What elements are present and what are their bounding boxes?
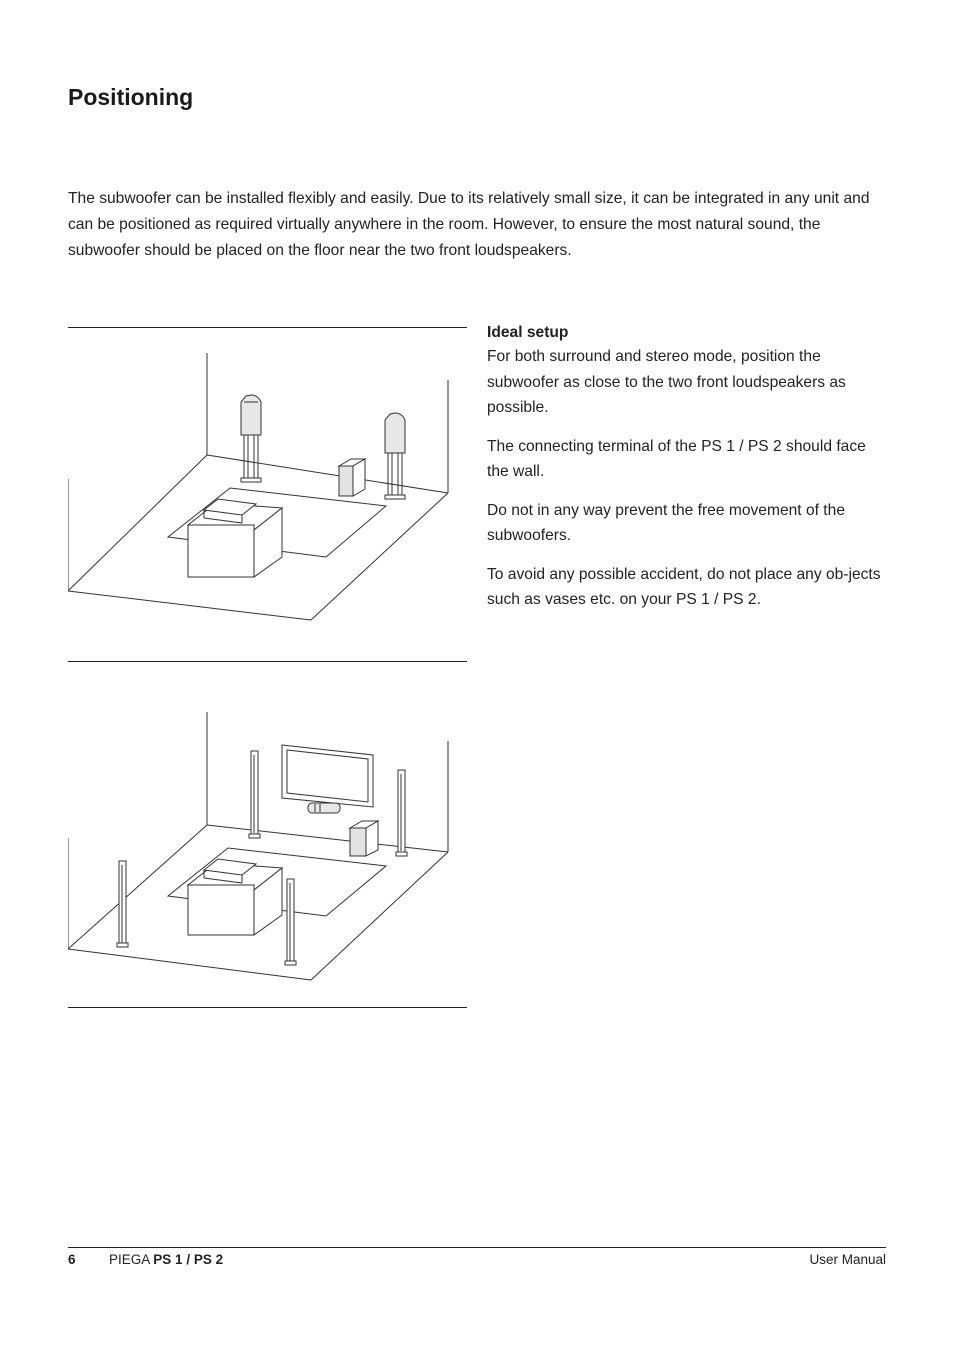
footer-brand: [109, 1252, 223, 1267]
figure-top-rule: [68, 327, 467, 328]
intro-paragraph: The subwoofer can be installed flexibly and easily. Due to its relatively small size, it can be integrated in any unit and can be positioned as required virtually anywhere in the room. However, to ensure the most natural sound, the subwoofer should be placed on the floor near the two front loudspeakers.: [68, 190, 870, 259]
paragraph-safety: To avoid any possible accident, do not place any ob-jects such as vases etc. on your PS 1 / PS 2.: [487, 565, 881, 608]
paragraph-movement: Do not in any way prevent the free movement of the subwoofers.: [487, 501, 845, 544]
model-name: PS 1 / PS 2: [153, 1252, 224, 1267]
stereo-room-illustration: [68, 340, 468, 640]
document-type: User Manual: [809, 1252, 886, 1267]
surround-room-illustration: [68, 700, 468, 990]
section-heading: Ideal setup: [487, 324, 569, 341]
page-title: Positioning: [68, 84, 194, 110]
figure-divider-rule: [68, 661, 467, 662]
ideal-setup-section: [487, 322, 887, 626]
paragraph-placement: For both surround and stereo mode, position the subwoofer as close to the two front loudspeakers as possible.: [487, 348, 846, 416]
figure-bottom-rule: [68, 1007, 467, 1008]
footer-rule: [68, 1247, 886, 1248]
page-number: 6: [68, 1252, 76, 1267]
brand-name: PIEGA: [109, 1252, 150, 1267]
paragraph-terminal: The connecting terminal of the PS 1 / PS 2 should face the wall.: [487, 437, 866, 480]
